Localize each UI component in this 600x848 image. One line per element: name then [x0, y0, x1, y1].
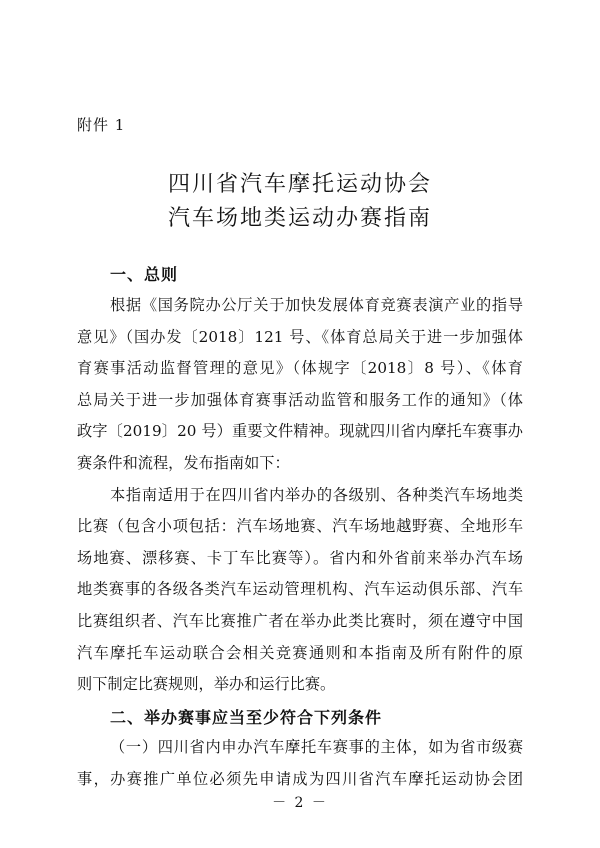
document-title-line2: 汽车场地类运动办赛指南	[167, 206, 432, 231]
paragraph-line: 总局关于进一步加强体育赛事活动监管和服务工作的通知》（体	[77, 390, 523, 409]
document-title-line1: 四川省汽车摩托运动协会	[167, 172, 432, 197]
paragraph-line: 比赛（包含小项包括：汽车场地赛、汽车场地越野赛、全地形车	[77, 517, 523, 536]
section1-heading: 一、总则	[110, 265, 179, 284]
page-number: － 2 －	[272, 795, 328, 811]
paragraph-line: 汽车摩托车运动联合会相关竞赛通则和本指南及所有附件的原	[77, 643, 523, 662]
paragraph-line: 事，办赛推广单位必须先申请成为四川省汽车摩托运动协会团	[77, 770, 523, 788]
section2-heading: 二、举办赛事应当至少符合下列条件	[110, 707, 383, 727]
paragraph-line: 则下制定比赛规则，举办和运行比赛。	[77, 675, 336, 694]
paragraph-line: 比赛组织者、汽车比赛推广者在举办此类比赛时，须在遵守中国	[77, 612, 523, 630]
paragraph-line: 政字〔2019〕20 号）重要文件精神。现就四川省内摩托车赛事办	[77, 422, 523, 441]
paragraph-line: 地类赛事的各级各类汽车运动管理机构、汽车运动俱乐部、汽车	[77, 580, 523, 599]
paragraph-line: 意见》（国办发〔2018〕121 号、《体育总局关于进一步加强体	[77, 327, 523, 346]
paragraph-line: （一）四川省内申办汽车摩托车赛事的主体，如为省市级赛	[110, 738, 523, 757]
paragraph-line: 场地赛、漂移赛、卡丁车比赛等）。省内和外省前来举办汽车场	[77, 548, 523, 567]
attachment-label: 附件 1	[77, 116, 126, 134]
paragraph-line: 根据《国务院办公厅关于加快发展体育竞赛表演产业的指导	[110, 296, 523, 314]
paragraph-line: 育赛事活动监督管理的意见》（体规字〔2018〕8 号）、《体育	[77, 359, 523, 378]
paragraph-line: 本指南适用于在四川省内举办的各级别、各种类汽车场地类	[110, 485, 523, 504]
paragraph-line: 赛条件和流程，发布指南如下：	[77, 454, 290, 472]
